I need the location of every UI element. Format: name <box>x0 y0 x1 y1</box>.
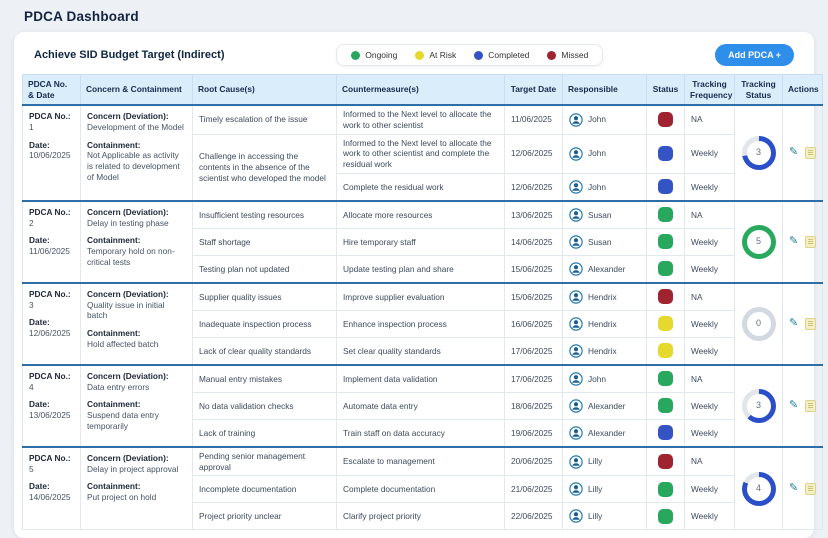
containment-label: Containment: <box>87 139 141 150</box>
col-pdca-no-date: PDCA No. & Date <box>23 75 81 106</box>
responsible-cell <box>563 255 647 283</box>
status-cell <box>647 283 685 311</box>
table-row <box>23 105 823 134</box>
status-cell <box>647 310 685 337</box>
avatar-icon <box>569 180 583 194</box>
status-badge-ongoing <box>658 207 673 222</box>
status-badge-ongoing <box>658 509 673 524</box>
tracking-status-donut <box>742 225 776 259</box>
pdca-no-value: 4 <box>29 381 34 392</box>
avatar-icon <box>569 290 583 304</box>
target-date-cell: 11/06/2025 <box>505 105 563 134</box>
avatar-icon <box>569 455 583 469</box>
target-date-cell: 22/06/2025 <box>505 503 563 530</box>
countermeasure-cell: Hire temporary staff <box>337 228 505 255</box>
status-cell <box>647 134 685 173</box>
tracking-frequency-cell: Weekly <box>685 476 735 503</box>
target-date-cell: 12/06/2025 <box>505 173 563 201</box>
responsible-cell <box>563 476 647 503</box>
tracking-frequency-cell: Weekly <box>685 392 735 419</box>
responsible-name: John <box>588 114 606 125</box>
date-value: 14/06/2025 <box>29 492 71 503</box>
tracking-frequency-cell: NA <box>685 447 735 476</box>
pdca-cell <box>23 201 81 283</box>
status-cell <box>647 201 685 229</box>
tracking-frequency-cell: Weekly <box>685 503 735 530</box>
countermeasure-cell: Improve supplier evaluation <box>337 283 505 311</box>
root-cause-cell: Inadequate inspection process <box>193 310 337 337</box>
tracking-status-donut <box>742 307 776 341</box>
pdca-card <box>14 32 819 538</box>
countermeasure-cell: Informed to the Next level to allocate the work to other scientist and complete the residual work <box>337 134 505 173</box>
at-risk-dot-icon <box>415 51 424 60</box>
countermeasure-cell: Escalate to management <box>337 447 505 476</box>
add-pdca-button[interactable]: Add PDCA + <box>715 44 794 66</box>
status-badge-ongoing <box>658 371 673 386</box>
legend-label: Missed <box>561 50 589 60</box>
concern-value: Quality issue in initial batch <box>87 299 165 321</box>
root-cause-cell: Project priority unclear <box>193 503 337 530</box>
tracking-frequency-cell: Weekly <box>685 134 735 173</box>
responsible-name: Lilly <box>588 484 603 495</box>
tracking-frequency-cell: NA <box>685 201 735 229</box>
responsible-cell <box>563 419 647 447</box>
target-date-cell: 14/06/2025 <box>505 228 563 255</box>
responsible-cell <box>563 228 647 255</box>
countermeasure-cell: Set clear quality standards <box>337 337 505 365</box>
containment-value: Not Applicable as activity is related to development of Model <box>87 150 180 182</box>
root-cause-cell: Testing plan not updated <box>193 255 337 283</box>
target-date-cell: 16/06/2025 <box>505 310 563 337</box>
pdca-no-label: PDCA No.: <box>29 111 71 121</box>
col-target-date: Target Date <box>505 75 563 106</box>
responsible-name: Susan <box>588 209 612 220</box>
page-title: PDCA Dashboard <box>24 9 139 24</box>
avatar-icon <box>569 372 583 386</box>
countermeasure-cell: Enhance inspection process <box>337 310 505 337</box>
pdca-cell <box>23 105 81 201</box>
concern-cell <box>81 447 193 530</box>
status-badge-completed <box>658 425 673 440</box>
status-cell <box>647 228 685 255</box>
status-cell <box>647 255 685 283</box>
tracking-status-count: 4 <box>747 477 771 501</box>
avatar-icon <box>569 509 583 523</box>
date-label: Date: <box>29 139 50 150</box>
avatar-icon <box>569 113 583 127</box>
avatar-icon <box>569 235 583 249</box>
avatar-icon <box>569 147 583 161</box>
col-status: Status <box>647 75 685 106</box>
status-cell <box>647 173 685 201</box>
concern-label: Concern (Deviation): <box>87 206 169 217</box>
ongoing-dot-icon <box>351 51 360 60</box>
concern-cell <box>81 105 193 201</box>
target-date-cell: 18/06/2025 <box>505 392 563 419</box>
responsible-name: Susan <box>588 236 612 247</box>
edit-icon[interactable]: ✎ <box>789 235 799 248</box>
status-cell <box>647 337 685 365</box>
countermeasure-cell: Clarify project priority <box>337 503 505 530</box>
responsible-name: Lilly <box>588 456 603 467</box>
concern-cell <box>81 283 193 365</box>
edit-icon[interactable]: ✎ <box>789 317 799 330</box>
tracking-status-donut <box>742 472 776 506</box>
legend-item-missed <box>547 50 588 60</box>
card-title: Achieve SID Budget Target (Indirect) <box>34 49 225 61</box>
legend-item-ongoing <box>351 50 397 60</box>
tracking-status-cell <box>735 105 783 201</box>
status-badge-missed <box>658 112 673 127</box>
pdca-table <box>22 74 823 530</box>
target-date-cell: 17/06/2025 <box>505 365 563 393</box>
containment-label: Containment: <box>87 399 141 410</box>
responsible-cell <box>563 447 647 476</box>
target-date-cell: 17/06/2025 <box>505 337 563 365</box>
pdca-cell <box>23 365 81 447</box>
actions-cell <box>783 201 823 283</box>
date-value: 10/06/2025 <box>29 150 71 161</box>
avatar-icon <box>569 208 583 222</box>
date-value: 13/06/2025 <box>29 410 71 421</box>
status-badge-ongoing <box>658 482 673 497</box>
root-cause-cell: Incomplete documentation <box>193 476 337 503</box>
containment-label: Containment: <box>87 235 141 246</box>
status-legend <box>336 44 603 66</box>
actions-cell <box>783 105 823 201</box>
mail-icon[interactable] <box>805 147 816 159</box>
pdca-no-label: PDCA No.: <box>29 370 71 381</box>
col-responsible: Responsible <box>563 75 647 106</box>
responsible-name: Alexander <box>588 427 626 438</box>
completed-dot-icon <box>474 51 483 60</box>
date-value: 12/06/2025 <box>29 328 71 339</box>
status-cell <box>647 476 685 503</box>
col-actions: Actions <box>783 75 823 106</box>
tracking-status-cell <box>735 365 783 447</box>
date-label: Date: <box>29 481 50 492</box>
mail-icon[interactable] <box>805 318 816 330</box>
pdca-no-value: 2 <box>29 217 34 228</box>
responsible-name: Alexander <box>588 400 626 411</box>
containment-value: Temporary hold on non-critical tests <box>87 246 175 268</box>
tracking-frequency-cell: NA <box>685 365 735 393</box>
countermeasure-cell: Informed to the Next level to allocate the work to other scientist <box>337 105 505 134</box>
tracking-status-donut <box>742 136 776 170</box>
responsible-cell <box>563 283 647 311</box>
pdca-no-label: PDCA No.: <box>29 288 71 299</box>
target-date-cell: 19/06/2025 <box>505 419 563 447</box>
actions-cell <box>783 365 823 447</box>
concern-label: Concern (Deviation): <box>87 111 169 121</box>
responsible-cell <box>563 365 647 393</box>
tracking-frequency-cell: NA <box>685 105 735 134</box>
concern-value: Delay in testing phase <box>87 217 169 228</box>
edit-icon[interactable]: ✎ <box>789 146 799 159</box>
tracking-status-cell <box>735 447 783 530</box>
responsible-cell <box>563 503 647 530</box>
countermeasure-cell: Automate data entry <box>337 392 505 419</box>
concern-label: Concern (Deviation): <box>87 452 169 463</box>
legend-label: Ongoing <box>365 50 398 60</box>
avatar-icon <box>569 262 583 276</box>
date-label: Date: <box>29 317 50 328</box>
responsible-name: Hendrix <box>588 291 617 302</box>
responsible-cell <box>563 392 647 419</box>
tracking-frequency-cell: Weekly <box>685 310 735 337</box>
tracking-status-cell <box>735 201 783 283</box>
concern-cell <box>81 201 193 283</box>
concern-label: Concern (Deviation): <box>87 288 169 299</box>
avatar-icon <box>569 426 583 440</box>
status-badge-at_risk <box>658 316 673 331</box>
date-value: 11/06/2025 <box>29 246 70 257</box>
status-badge-ongoing <box>658 261 673 276</box>
root-cause-cell: Pending senior management approval <box>193 447 337 476</box>
pdca-cell <box>23 447 81 530</box>
countermeasure-cell: Train staff on data accuracy <box>337 419 505 447</box>
status-cell <box>647 447 685 476</box>
actions-cell <box>783 283 823 365</box>
pdca-cell <box>23 283 81 365</box>
containment-value: Hold affected batch <box>87 339 159 350</box>
status-cell <box>647 105 685 134</box>
concern-cell <box>81 365 193 447</box>
table-row <box>23 283 823 311</box>
root-cause-cell: Lack of clear quality standards <box>193 337 337 365</box>
tracking-frequency-cell: Weekly <box>685 255 735 283</box>
status-badge-completed <box>658 146 673 161</box>
col-tracking-status: Tracking Status <box>735 75 783 106</box>
responsible-name: Alexander <box>588 263 626 274</box>
missed-dot-icon <box>547 51 556 60</box>
pdca-no-label: PDCA No.: <box>29 452 71 463</box>
root-cause-cell: Supplier quality issues <box>193 283 337 311</box>
mail-icon[interactable] <box>805 236 816 248</box>
table-row <box>23 365 823 393</box>
responsible-cell <box>563 337 647 365</box>
containment-value: Put project on hold <box>87 492 157 503</box>
countermeasure-cell: Allocate more resources <box>337 201 505 229</box>
target-date-cell: 20/06/2025 <box>505 447 563 476</box>
avatar-icon <box>569 344 583 358</box>
pdca-no-value: 1 <box>29 121 34 132</box>
root-cause-cell: Staff shortage <box>193 228 337 255</box>
tracking-frequency-cell: NA <box>685 283 735 311</box>
tracking-status-donut <box>742 389 776 423</box>
actions-cell <box>783 447 823 530</box>
concern-value: Development of the Model <box>87 121 184 132</box>
root-cause-cell: Manual entry mistakes <box>193 365 337 393</box>
legend-item-at-risk <box>415 50 456 60</box>
tracking-frequency-cell: Weekly <box>685 228 735 255</box>
concern-value: Delay in project approval <box>87 463 179 474</box>
table-row <box>23 201 823 229</box>
legend-item-completed <box>474 50 529 60</box>
legend-label: At Risk <box>429 50 457 60</box>
status-badge-completed <box>658 179 673 194</box>
root-cause-cell: No data validation checks <box>193 392 337 419</box>
tracking-status-count: 5 <box>747 230 771 254</box>
tracking-status-count: 3 <box>747 141 771 165</box>
status-badge-ongoing <box>658 234 673 249</box>
responsible-name: Lilly <box>588 511 603 522</box>
concern-label: Concern (Deviation): <box>87 370 169 381</box>
responsible-name: Hendrix <box>588 318 617 329</box>
status-cell <box>647 419 685 447</box>
containment-value: Suspend data entry temporarily <box>87 410 159 432</box>
card-header <box>22 40 806 74</box>
target-date-cell: 12/06/2025 <box>505 134 563 173</box>
col-concern-containment: Concern & Containment <box>81 75 193 106</box>
responsible-name: John <box>588 373 606 384</box>
pdca-no-value: 3 <box>29 299 34 310</box>
avatar-icon <box>569 317 583 331</box>
root-cause-cell: Challenge in accessing the contents in the absence of the scientist who developed the model <box>193 134 337 201</box>
containment-label: Containment: <box>87 328 141 339</box>
col-countermeasures: Countermeasure(s) <box>337 75 505 106</box>
date-label: Date: <box>29 235 50 246</box>
target-date-cell: 13/06/2025 <box>505 201 563 229</box>
responsible-name: John <box>588 148 606 159</box>
col-root-causes: Root Cause(s) <box>193 75 337 106</box>
tracking-status-count: 0 <box>747 312 771 336</box>
status-cell <box>647 503 685 530</box>
avatar-icon <box>569 399 583 413</box>
table-row <box>23 447 823 476</box>
responsible-cell <box>563 134 647 173</box>
responsible-cell <box>563 310 647 337</box>
target-date-cell: 15/06/2025 <box>505 255 563 283</box>
root-cause-cell: Lack of training <box>193 419 337 447</box>
responsible-cell <box>563 201 647 229</box>
edit-icon[interactable]: ✎ <box>789 399 799 412</box>
status-badge-missed <box>658 289 673 304</box>
countermeasure-cell: Complete documentation <box>337 476 505 503</box>
target-date-cell: 15/06/2025 <box>505 283 563 311</box>
containment-label: Containment: <box>87 481 141 492</box>
responsible-name: John <box>588 181 606 192</box>
tracking-frequency-cell: Weekly <box>685 337 735 365</box>
status-badge-ongoing <box>658 398 673 413</box>
status-cell <box>647 365 685 393</box>
status-cell <box>647 392 685 419</box>
edit-icon[interactable]: ✎ <box>789 482 799 495</box>
status-badge-at_risk <box>658 343 673 358</box>
responsible-cell <box>563 105 647 134</box>
tracking-frequency-cell: Weekly <box>685 419 735 447</box>
status-badge-missed <box>658 454 673 469</box>
concern-value: Data entry errors <box>87 381 150 392</box>
date-label: Date: <box>29 399 50 410</box>
responsible-cell <box>563 173 647 201</box>
tracking-frequency-cell: Weekly <box>685 173 735 201</box>
target-date-cell: 21/06/2025 <box>505 476 563 503</box>
legend-label: Completed <box>488 50 530 60</box>
table-header-row <box>23 75 823 106</box>
pdca-no-label: PDCA No.: <box>29 206 71 217</box>
countermeasure-cell: Complete the residual work <box>337 173 505 201</box>
responsible-name: Hendrix <box>588 345 617 356</box>
mail-icon[interactable] <box>805 400 816 412</box>
countermeasure-cell: Update testing plan and share <box>337 255 505 283</box>
pdca-no-value: 5 <box>29 463 34 474</box>
countermeasure-cell: Implement data validation <box>337 365 505 393</box>
avatar-icon <box>569 482 583 496</box>
col-tracking-frequency: Tracking Frequency <box>685 75 735 106</box>
tracking-status-cell <box>735 283 783 365</box>
root-cause-cell: Timely escalation of the issue <box>193 105 337 134</box>
mail-icon[interactable] <box>805 483 816 495</box>
root-cause-cell: Insufficient testing resources <box>193 201 337 229</box>
tracking-status-count: 3 <box>747 394 771 418</box>
